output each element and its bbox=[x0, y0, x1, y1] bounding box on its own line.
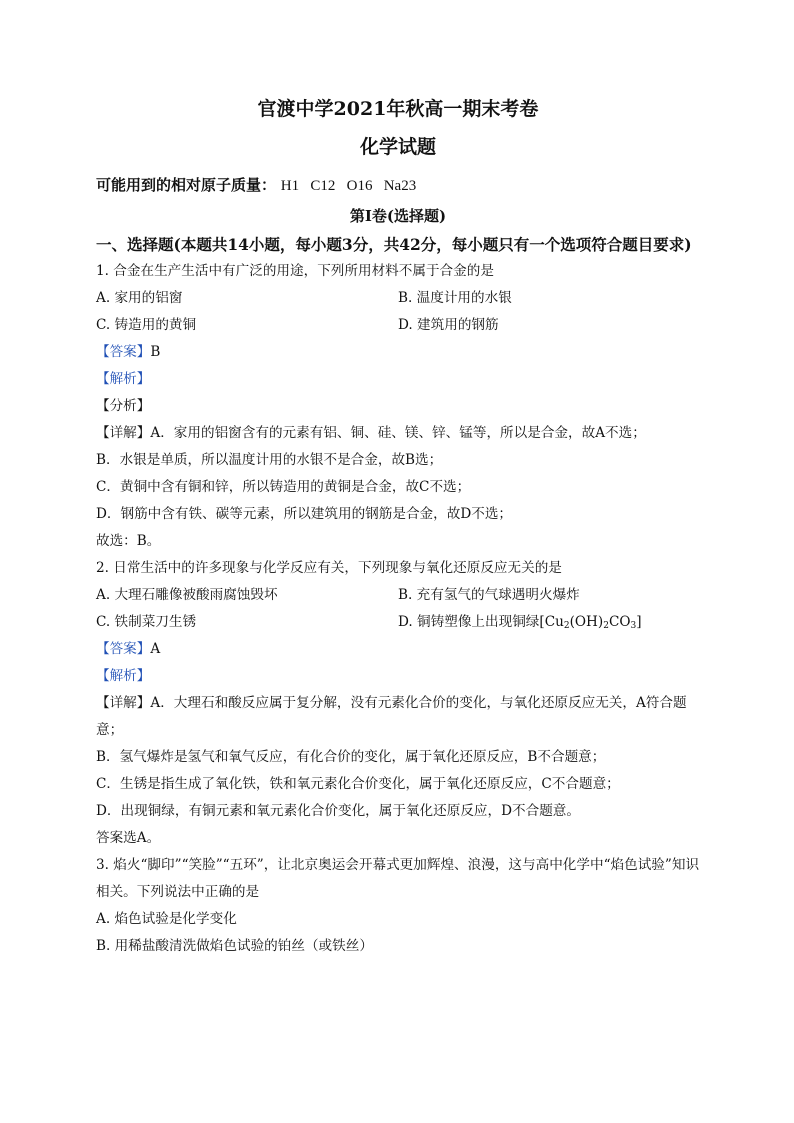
q2-option-d-sub3: 3 bbox=[630, 621, 637, 631]
q2-answer bbox=[96, 636, 700, 663]
q2-detail-d: D．出现铜绿，有铜元素和氧元素化合价变化，属于氧化还原反应，D不合题意。 bbox=[96, 803, 580, 819]
q2-option-d-mid2: CO bbox=[608, 614, 631, 630]
q2-detail-c: C．生锈是指生成了氧化铁，铁和氧元素化合价变化，属于氧化还原反应，C不合题意； bbox=[96, 776, 620, 792]
q2-option-d-prefix: D. 铜铸塑像上出现铜绿[Cu bbox=[398, 614, 564, 630]
q1-analysis-label: 【解析】 bbox=[96, 371, 151, 387]
q2-detail-b: B．氢气爆炸是氢气和氧气反应，有化合价的变化，属于氧化还原反应，B不合题意； bbox=[96, 749, 606, 765]
atomic-masses-label: 可能用到的相对原子质量： bbox=[96, 176, 277, 194]
q2-conclusion: 答案选A。 bbox=[96, 830, 161, 846]
q2-analysis-label: 【解析】 bbox=[96, 668, 151, 684]
q2-options-row-2 bbox=[96, 609, 700, 636]
q1-stem: 1. 合金在生产生活中有广泛的用途，下列所用材料不属于合金的是 bbox=[96, 263, 494, 279]
q2-detail-a bbox=[96, 690, 700, 744]
q2-option-d-sub2: 2 bbox=[603, 621, 609, 631]
q1-option-b: B. 温度计用的水银 bbox=[398, 290, 512, 306]
q2-stem: 2. 日常生活中的许多现象与化学反应有关，下列现象与氧化还原反应无关的是 bbox=[96, 560, 562, 576]
q2-option-b: B. 充有氢气的气球遇明火爆炸 bbox=[398, 587, 580, 603]
q1-detail-b: B．水银是单质，所以温度计用的水银不是合金，故B选； bbox=[96, 452, 443, 468]
q3-option-a: A. 焰色试验是化学变化 bbox=[96, 911, 237, 927]
q3-option-b: B. 用稀盐酸清洗做焰色试验的铂丝（或铁丝） bbox=[96, 938, 373, 954]
q2-answer-label: 【答案】 bbox=[96, 641, 151, 657]
q1-detail-a bbox=[96, 420, 700, 447]
section-heading: 一、选择题(本题共14小题，每小题3分，共42分，每小题只有一个选项符合题目要求) bbox=[96, 235, 692, 254]
exam-subtitle: 化学试题 bbox=[359, 136, 436, 158]
q2-detail-label: 【详解】 bbox=[96, 695, 151, 711]
q2-option-d-suffix: ] bbox=[636, 614, 642, 630]
q1-answer bbox=[96, 339, 700, 366]
q1-conclusion: 故选：B。 bbox=[96, 533, 161, 549]
q1-detail-a-text: A．家用的铝窗含有的元素有铝、铜、硅、镁、锌、锰等，所以是合金，故A不选； bbox=[150, 425, 646, 441]
q2-detail-a-text: A．大理石和酸反应属于复分解，没有元素化合价的变化，与氧化还原反应无关，A符合题意； bbox=[96, 695, 687, 738]
q1-answer-label: 【答案】 bbox=[96, 344, 151, 360]
q2-option-d-mid: (OH) bbox=[569, 614, 604, 630]
q1-option-c: C. 铸造用的黄铜 bbox=[96, 317, 197, 333]
atomic-masses bbox=[96, 174, 700, 197]
q1-fenxi-label: 【分析】 bbox=[96, 398, 151, 414]
q2-option-d bbox=[398, 609, 700, 636]
q2-option-a: A. 大理石雕像被酸雨腐蚀毁坏 bbox=[96, 587, 278, 603]
q1-detail-label: 【详解】 bbox=[96, 425, 151, 441]
atomic-masses-values: H1 C12 O16 Na23 bbox=[280, 178, 417, 194]
q1-options-row-1 bbox=[96, 285, 700, 312]
q1-option-a: A. 家用的铝窗 bbox=[96, 290, 183, 306]
q2-option-c: C. 铁制菜刀生锈 bbox=[96, 614, 197, 630]
q2-options-row-1 bbox=[96, 582, 700, 609]
exam-title: 官渡中学2021年秋高一期末考卷 bbox=[257, 98, 539, 120]
exam-page bbox=[96, 96, 700, 960]
q2-answer-value: A bbox=[150, 641, 161, 657]
q2-option-d-sub1: 2 bbox=[563, 621, 570, 631]
q1-detail-c: C．黄铜中含有铜和锌，所以铸造用的黄铜是合金，故C不选； bbox=[96, 479, 471, 495]
volume-title: 第Ⅰ卷(选择题) bbox=[349, 207, 447, 225]
q1-option-d: D. 建筑用的钢筋 bbox=[398, 317, 499, 333]
q1-answer-value: B bbox=[150, 344, 161, 360]
q3-stem: 3. 焰火“脚印”“笑脸”“五环”，让北京奥运会开幕式更加辉煌、浪漫，这与高中化学中“焰色试验”知识相关。下列说法中正确的是 bbox=[96, 857, 700, 900]
q1-options-row-2 bbox=[96, 312, 700, 339]
q1-detail-d: D．钢筋中含有铁、碳等元素，所以建筑用的钢筋是合金，故D不选； bbox=[96, 506, 513, 522]
